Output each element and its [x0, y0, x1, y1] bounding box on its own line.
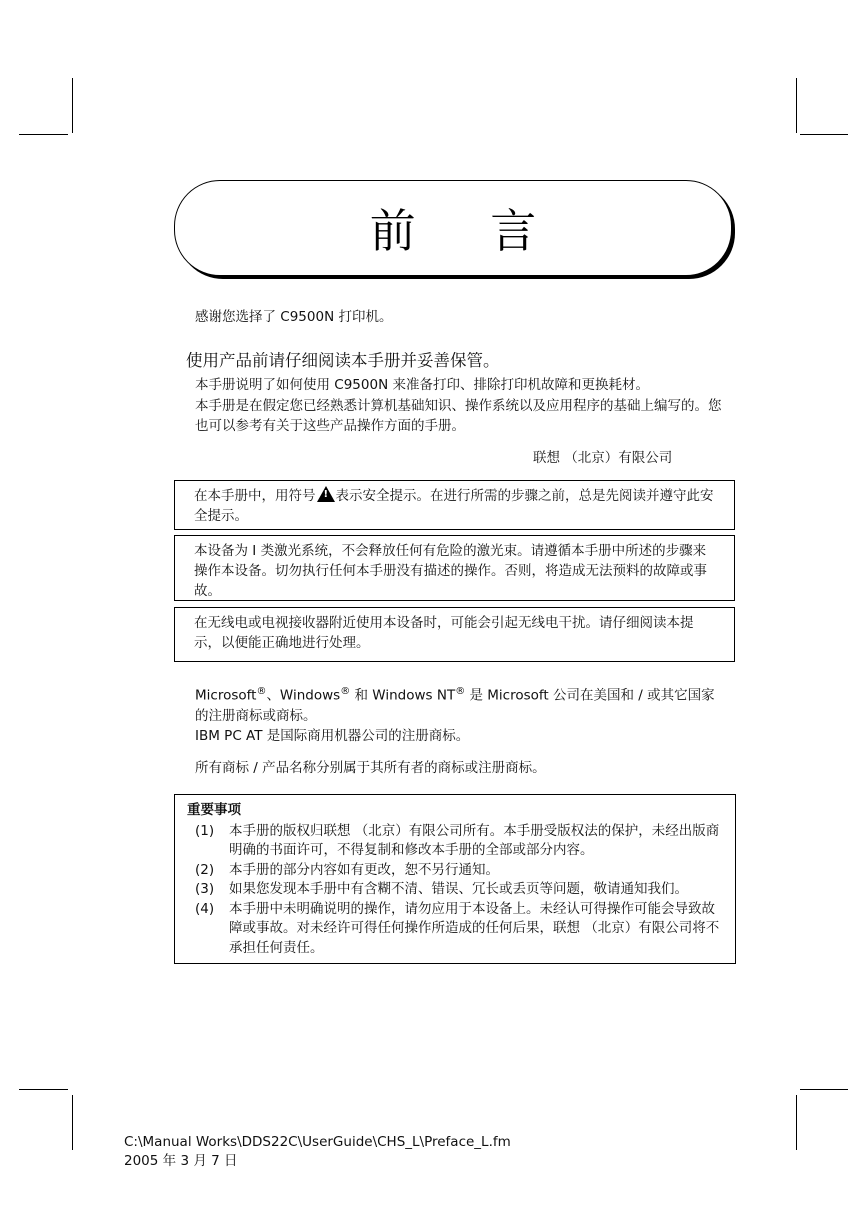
crop-mark	[72, 1095, 73, 1150]
list-item	[187, 900, 723, 959]
notice-text: 在本手册中，用符号	[194, 488, 316, 504]
item-number: (4)	[195, 900, 215, 917]
crop-mark	[800, 134, 848, 135]
notice-text: 本设备为 I 类激光系统，不会释放任何有危险的激光束。请遵循本手册中所述的步骤来操作本设备。切勿执行任何本手册没有描述的操作。否则，将造成无法预料的故障或事故。	[194, 543, 707, 599]
registered-mark: ®	[340, 686, 351, 697]
warning-icon	[317, 486, 335, 502]
crop-mark	[19, 1089, 68, 1090]
item-text: 本手册中未明确说明的操作，请勿应用于本设备上。未经认可得操作可能会导致故障或事故。对未经许可得任何操作所造成的任何后果，联想 （北京）有限公司将不承担任何责任。	[229, 900, 720, 956]
list-item	[187, 861, 723, 881]
paragraph: 本手册是在假定您已经熟悉计算机基础知识、操作系统以及应用程序的基础上编写的。您也可以参考有关于这些产品操作方面的手册。	[195, 398, 722, 434]
footer-file-path: C:\Manual Works\DDS22C\UserGuide\CHS_L\Preface_L.fm	[124, 1134, 511, 1150]
item-text: 本手册的版权归联想 （北京）有限公司所有。本手册受版权法的保护，未经出版商明确的书面许可，不得复制和修改本手册的全部或部分内容。	[229, 822, 720, 858]
important-title: 重要事项	[187, 802, 241, 818]
crop-mark	[800, 1089, 848, 1090]
crop-mark	[796, 1095, 797, 1150]
list-item	[187, 880, 723, 900]
registered-mark: ®	[256, 686, 267, 697]
paragraph: 本手册说明了如何使用 C9500N 来准备打印、排除打印机故障和更换耗材。	[195, 377, 649, 393]
radio-notice-box	[174, 607, 735, 662]
trademark-text	[195, 682, 725, 746]
intro-text: 感谢您选择了 C9500N 打印机。	[195, 309, 393, 325]
company-name: 联想 （北京）有限公司	[533, 450, 673, 466]
title-banner	[174, 180, 732, 276]
notice-text: 表示安全提示。在进行所需的步骤之前，总是先阅读并遵守此安全提示。	[194, 488, 714, 524]
trademark-part: 是 Microsoft 公司在美国和 / 或其它国家的注册商标或商标。	[195, 687, 715, 724]
item-text: 如果您发现本手册中有含糊不清、错误、冗长或丢页等问题，敬请通知我们。	[229, 881, 688, 897]
ibm-trademark: IBM PC AT 是国际商用机器公司的注册商标。	[195, 727, 470, 744]
list-item	[187, 822, 723, 861]
owners-text: 所有商标 / 产品名称分别属于其所有者的商标或注册商标。	[195, 760, 546, 776]
safety-notice-box	[174, 480, 735, 530]
crop-mark	[72, 78, 73, 133]
important-box	[174, 794, 736, 964]
trademark-part: 和 Windows NT	[350, 687, 456, 704]
item-text: 本手册的部分内容如有更改，恕不另行通知。	[229, 861, 499, 878]
laser-notice-box	[174, 535, 735, 601]
section-heading: 使用产品前请仔细阅读本手册并妥善保管。	[186, 351, 500, 370]
item-number: (2)	[195, 861, 215, 878]
crop-mark	[19, 134, 68, 135]
page-title: 前 言	[369, 204, 567, 258]
trademark-part: Microsoft	[195, 687, 257, 704]
item-number: (3)	[195, 881, 215, 897]
footer-date: 2005 年 3 月 7 日	[124, 1153, 238, 1169]
crop-mark	[796, 78, 797, 133]
notice-text: 在无线电或电视接收器附近使用本设备时，可能会引起无线电干扰。请仔细阅读本提示，以便能正确地进行处理。	[194, 615, 694, 651]
item-number: (1)	[195, 822, 215, 839]
trademark-part: 、Windows	[266, 687, 341, 704]
registered-mark: ®	[455, 686, 466, 697]
